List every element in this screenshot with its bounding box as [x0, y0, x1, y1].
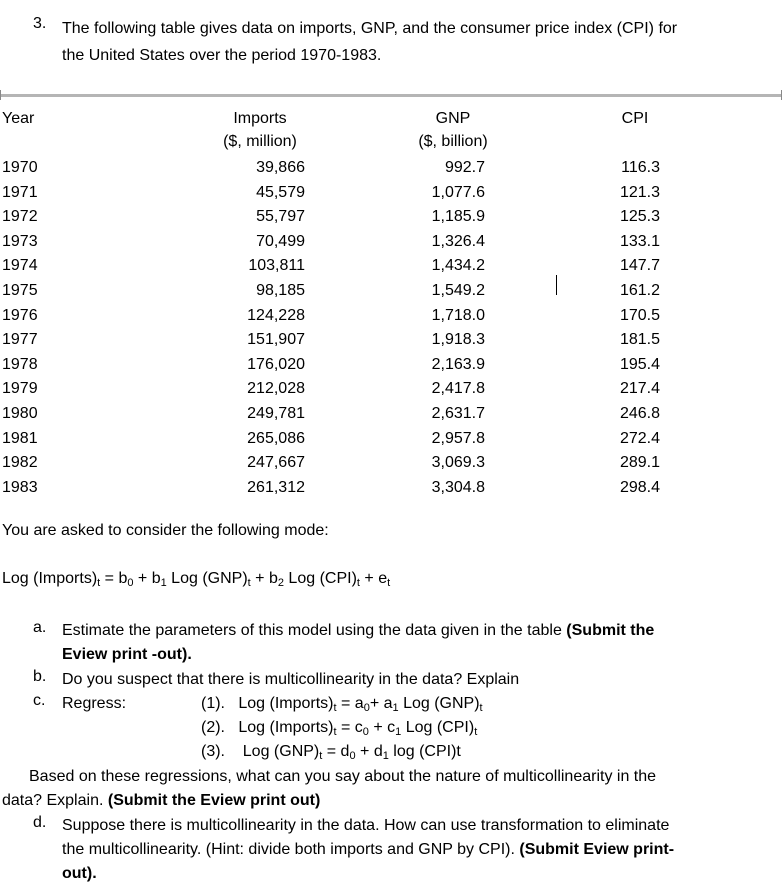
header-imports: [205, 107, 315, 153]
cell-imports: 247,667: [247, 454, 305, 472]
cell-gnp: 2,163.9: [431, 355, 485, 373]
subscript: t: [247, 577, 251, 589]
regression-number: (3).: [201, 743, 225, 760]
column-cpi: [600, 156, 660, 500]
model-plus: + b: [250, 570, 278, 587]
cell-gnp: 1,549.2: [431, 281, 485, 299]
cell-year: 1971: [2, 183, 38, 201]
cell-gnp: 1,718.0: [431, 306, 485, 324]
item-d-letter: d.: [33, 814, 47, 831]
subscript: 1: [160, 577, 167, 589]
question-line-1: The following table gives data on imports, GNP, and the consumer price index (CPI) for: [62, 20, 678, 37]
cell-year: 1974: [2, 257, 38, 275]
header-cpi: CPI: [621, 110, 649, 127]
subscript: t: [387, 577, 391, 589]
cell-cpi: 195.4: [619, 355, 660, 373]
cell-imports: 45,579: [256, 183, 305, 201]
model-gnp: Log (GNP): [166, 570, 248, 587]
cell-imports: 124,228: [247, 306, 305, 324]
item-b-text: Do you suspect that there is multicollinearity in the data? Explain: [62, 671, 520, 688]
cell-year: 1978: [2, 355, 38, 373]
text-cursor: [556, 275, 557, 295]
item-c-label: Regress:: [62, 695, 127, 712]
cell-cpi: 133.1: [619, 232, 660, 250]
regression-lhs: Log (Imports): [238, 719, 334, 736]
cell-gnp: 1,185.9: [431, 208, 485, 226]
cell-imports: 70,499: [256, 232, 305, 250]
cell-year: 1980: [2, 404, 38, 422]
model-equation: [2, 570, 390, 588]
regression-lhs: Log (GNP): [242, 743, 320, 760]
header-year: Year: [2, 110, 35, 127]
cell-cpi: 125.3: [619, 208, 660, 226]
regression-rhs: Log (CPI): [401, 719, 475, 736]
cell-cpi: 147.7: [619, 257, 660, 275]
item-c-followup-plain: data? Explain.: [2, 792, 108, 809]
cell-cpi: 289.1: [619, 454, 660, 472]
subscript: 0: [349, 750, 356, 762]
cell-imports: 98,185: [256, 281, 305, 299]
table-top-rule: [0, 94, 782, 97]
cell-gnp: 3,304.8: [431, 478, 485, 496]
regression-rhs: log (CPI)t: [388, 743, 461, 760]
cell-gnp: 3,069.3: [431, 454, 485, 472]
cell-cpi: 246.8: [619, 404, 660, 422]
question-text: [62, 15, 677, 69]
cell-year: 1972: [2, 208, 38, 226]
cell-year: 1975: [2, 281, 38, 299]
subscript: t: [97, 577, 101, 589]
regression-plus: + d: [355, 743, 383, 760]
intro-text: You are asked to consider the following mode:: [2, 522, 329, 539]
cell-cpi: 116.3: [621, 159, 660, 176]
cell-year: 1976: [2, 306, 38, 324]
subscript: 1: [382, 750, 389, 762]
item-d-line1: Suppose there is multicollinearity in the data. How can use transformation to eliminate: [62, 817, 670, 834]
item-c-followup-1: Based on these regressions, what can you say about the nature of multicollinearity in the: [29, 768, 657, 785]
regression-plus: + a: [369, 695, 393, 712]
item-a-line1: Estimate the parameters of this model using the data given in the table: [62, 622, 567, 639]
cell-year: 1970: [2, 159, 38, 176]
item-c-followup-2: [2, 789, 320, 813]
cell-year: 1981: [2, 429, 38, 447]
cell-imports: 265,086: [247, 429, 305, 447]
subscript: 0: [363, 702, 370, 714]
rule-tick: [0, 90, 1, 100]
model-plus: + b: [133, 570, 161, 587]
model-cpi: Log (CPI): [283, 570, 357, 587]
model-eq: = b: [100, 570, 128, 587]
column-imports: [205, 156, 305, 500]
cell-year: 1973: [2, 232, 38, 250]
item-d-line2-plain: the multicollinearity. (Hint: divide both imports and GNP by CPI).: [62, 841, 520, 858]
item-a-text: [62, 619, 654, 667]
cell-year: 1979: [2, 380, 38, 398]
header-gnp-unit: ($, billion): [418, 133, 488, 150]
regression-number: (1).: [201, 695, 225, 712]
cell-gnp: 2,631.7: [431, 404, 485, 422]
cell-cpi: 298.4: [619, 478, 660, 496]
item-b-letter: b.: [33, 668, 47, 685]
cell-gnp: 992.7: [444, 159, 485, 176]
cell-cpi: 161.2: [619, 281, 660, 299]
cell-gnp: 1,434.2: [431, 257, 485, 275]
question-line-2: the United States over the period 1970-1983.: [62, 47, 382, 64]
cell-gnp: 2,957.8: [431, 429, 485, 447]
header-imports-title: Imports: [233, 110, 287, 127]
subscript: 1: [392, 702, 399, 714]
cell-imports: 212,028: [247, 380, 305, 398]
item-c-letter: c.: [33, 692, 46, 709]
item-a-letter: a.: [33, 619, 47, 636]
regression-2: (2). Log $(Imports)_t = c_0 + c_1$ Log $(CPI)_t$: [201, 719, 478, 738]
model-plus: + e: [359, 570, 388, 587]
cell-gnp: 2,417.8: [431, 380, 485, 398]
model-lhs: Log (Imports): [2, 570, 98, 587]
regression-number: (2).: [201, 719, 225, 736]
item-d-line2-bold: (Submit Eview print-: [519, 841, 675, 858]
column-year: [2, 156, 38, 500]
cell-gnp: 1,077.6: [431, 183, 485, 201]
cell-imports: 151,907: [247, 331, 305, 349]
cell-gnp: 1,918.3: [431, 331, 485, 349]
item-a-bold1: (Submit the: [566, 622, 655, 639]
cell-imports: 103,811: [248, 257, 305, 275]
header-gnp-title: GNP: [435, 110, 471, 127]
subscript: 2: [277, 577, 284, 589]
cell-imports: 39,866: [256, 159, 305, 176]
cell-cpi: 272.4: [619, 429, 660, 447]
regression-rhs: Log (GNP): [398, 695, 480, 712]
cell-year: 1977: [2, 331, 38, 349]
regression-lhs: Log (Imports): [238, 695, 334, 712]
item-c-followup-bold: (Submit the Eview print out): [107, 792, 321, 809]
cell-imports: 249,781: [247, 404, 305, 422]
subscript: 0: [362, 726, 369, 738]
regression-plus: + c: [368, 719, 396, 736]
item-a-bold2: Eview print -out).: [62, 646, 192, 663]
header-gnp: [408, 107, 498, 153]
item-d-line3: out).: [62, 865, 97, 882]
cell-cpi: 181.5: [619, 331, 660, 349]
regression-3: (3). Log $(GNP)_t = d_0 + d_1$ log (CPI)t: [201, 743, 461, 762]
cell-year: 1982: [2, 454, 38, 472]
cell-year: 1983: [2, 478, 38, 496]
regression-eq: = c: [336, 719, 363, 736]
cell-imports: 261,312: [247, 478, 305, 496]
regression-eq: = d: [322, 743, 350, 760]
cell-cpi: 217.4: [619, 380, 660, 398]
cell-cpi: 170.5: [619, 306, 660, 324]
question-number: 3.: [33, 15, 47, 32]
cell-imports: 176,020: [247, 355, 305, 373]
subscript: t: [356, 577, 360, 589]
cell-imports: 55,797: [256, 208, 305, 226]
column-gnp: [405, 156, 485, 500]
cell-gnp: 1,326.4: [431, 232, 485, 250]
regression-1: (1). Log $(Imports)_t = a_0+ a_1$ Log $(GNP)_t$: [201, 695, 483, 714]
subscript: 0: [127, 577, 134, 589]
item-d-text: [62, 814, 674, 886]
subscript: 1: [395, 726, 402, 738]
header-imports-unit: ($, million): [223, 133, 297, 150]
cell-cpi: 121.3: [619, 183, 660, 201]
regression-eq: = a: [336, 695, 364, 712]
